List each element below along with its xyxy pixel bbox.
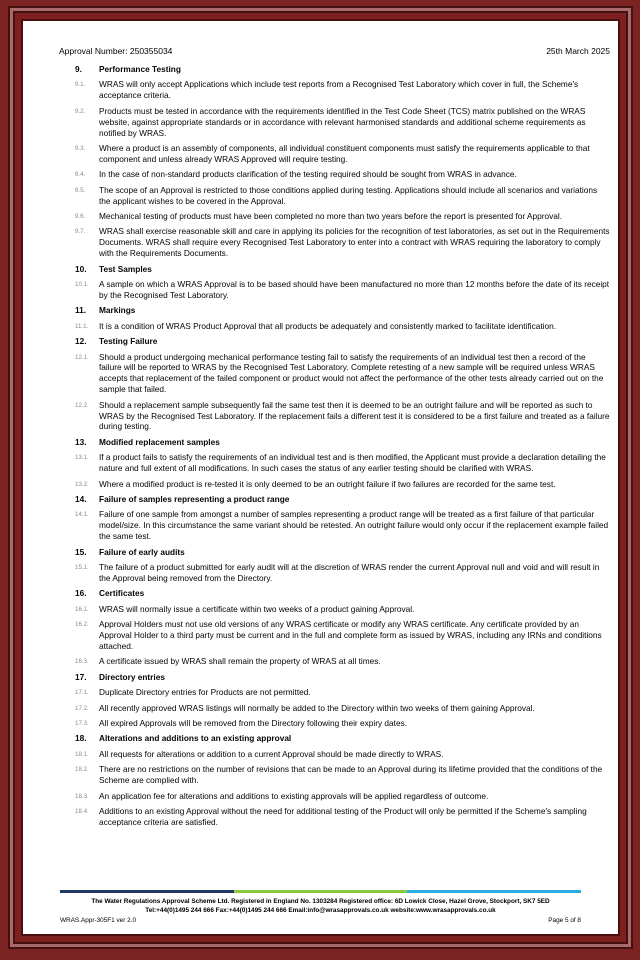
section-number: 13. bbox=[75, 436, 87, 447]
clause-text: If a product fails to satisfy the requirements of an individual test and is then modified, the Applicant must provide a declaration detailing the nature and full extent of all modifications. In such cases the status of any earlier testing should be clarified with WRAS. bbox=[99, 452, 606, 474]
clause-text: WRAS shall exercise reasonable skill and care in applying its policies for the recognition of test laboratories, as set out in the Requirements Documents. WRAS shall require every Recognised Test Laboratory to enter into a contract with WRAS requiring the laboratory to comply with the Requirements Documents. bbox=[99, 226, 610, 259]
clause-number: 16.2. bbox=[75, 621, 89, 629]
clause-number: 9.2. bbox=[75, 107, 86, 115]
section-title: Alterations and additions to an existing approval bbox=[99, 733, 292, 744]
page-header bbox=[59, 46, 610, 56]
section-number: 12. bbox=[75, 336, 87, 347]
clause-number: 17.1. bbox=[75, 689, 89, 697]
clause-row bbox=[75, 185, 610, 207]
clause-row bbox=[75, 806, 610, 828]
clause-row bbox=[75, 479, 610, 490]
section-number: 11. bbox=[75, 305, 87, 316]
clause-text: All recently approved WRAS listings will normally be added to the Directory within two weeks of them gaining Approval. bbox=[99, 702, 535, 713]
section-title: Test Samples bbox=[99, 263, 152, 274]
clause-number: 10.1. bbox=[75, 281, 89, 288]
clause-number: 9.4. bbox=[75, 171, 86, 179]
section-heading bbox=[75, 264, 610, 275]
clause-text: Failure of one sample from amongst a number of samples representing a product range will be treated as a first failure of that particular model/size. In this circumstance the same variant should be retested. An outright failure would only occur if the replacement example failed the same test. bbox=[99, 509, 609, 542]
section-title: Performance Testing bbox=[99, 64, 181, 74]
clause-row bbox=[75, 400, 610, 433]
clause-row bbox=[75, 687, 610, 698]
clause-number: 9.3. bbox=[75, 144, 86, 152]
clause-text: Should a replacement sample subsequently fail the same test then it is deemed to be an outright failure and will be reported as such to WRAS by the Recognised Test Laboratory. If the replacement fails a different test it is considered to be a first failure and treated as a failure during testing. bbox=[99, 399, 610, 432]
footer-meta-row bbox=[60, 917, 581, 926]
section-title: Testing Failure bbox=[99, 336, 158, 347]
section-title: Markings bbox=[99, 305, 136, 316]
section-heading bbox=[75, 305, 610, 316]
clause-text: Should a product undergoing mechanical performance testing fail to satisfy the requirements of an individual test then a record of the failure will be reported to WRAS by the Recognised Test Laboratory. Complete retesting of a new sample will be required unless WRAS accepts that replacement of the failed component or product would not affect the performance of the other tests already carried out on the sample that failed. bbox=[99, 351, 604, 395]
document-body bbox=[59, 64, 610, 828]
section-heading bbox=[75, 494, 610, 505]
clause-text: Mechanical testing of products must have been completed no more than two years before the report is presented for Approval. bbox=[99, 210, 563, 221]
clause-number: 15.1. bbox=[75, 564, 89, 572]
clause-number: 16.1. bbox=[75, 605, 89, 613]
document-date: 25th March 2025 bbox=[546, 46, 610, 56]
clause-text: A sample on which a WRAS Approval is to be based should have been manufactured no more than 12 months before the date of its receipt by the Recognised Test Laboratory. bbox=[99, 279, 610, 300]
section-number: 10. bbox=[75, 263, 87, 274]
clause-row bbox=[75, 604, 610, 615]
clause-number: 18.2. bbox=[75, 766, 89, 774]
clause-text: In the case of non-standard products clarification of the testing required should be sought from WRAS in advance. bbox=[99, 169, 517, 180]
section-title: Modified replacement samples bbox=[99, 436, 220, 447]
clause-number: 14.1. bbox=[75, 511, 89, 519]
clause-number: 9.7. bbox=[75, 228, 86, 236]
section-heading bbox=[75, 437, 610, 448]
footer-contact-line: Tel:+44(0)1495 244 666 Fax:+44(0)1495 244 666 Email:info@wrasapprovals.co.uk website:www.wrasapprovals.co.uk bbox=[145, 907, 496, 914]
footer-company-line: The Water Regulations Approval Scheme Ltd. Registered in England No. 1303284 Registered office: 6D Lowick Close, Hazel Grove, Stockport, SK7 5ED bbox=[91, 897, 550, 905]
clause-row bbox=[75, 211, 610, 222]
section-title: Directory entries bbox=[99, 671, 165, 682]
section-heading bbox=[75, 336, 610, 347]
clause-number: 18.1. bbox=[75, 750, 89, 758]
clause-text: Additions to an existing Approval without the need for additional testing of the Product will only be permitted if the Scheme's sampling acceptance criteria are satisfied. bbox=[99, 805, 587, 827]
section-number: 16. bbox=[75, 588, 87, 599]
clause-row bbox=[75, 143, 610, 165]
clause-row bbox=[75, 619, 610, 652]
clause-number: 18.4. bbox=[75, 807, 89, 815]
page-number: Page 5 of 8 bbox=[548, 916, 581, 924]
clause-text: The failure of a product submitted for early audit will at the discretion of WRAS render the current Approval null and void and will result in the Approval being removed from the Directory. bbox=[99, 562, 600, 583]
clause-row bbox=[75, 656, 610, 667]
clause-row bbox=[75, 79, 610, 101]
footer-bar-blue-segment bbox=[407, 890, 581, 893]
clause-text: WRAS will only accept Applications which include test reports from a Recognised Test Laboratory which cover in full, the Scheme's acceptance criteria. bbox=[99, 79, 579, 101]
footer-bar-navy-segment bbox=[60, 890, 234, 893]
section-heading bbox=[75, 733, 610, 744]
clause-row bbox=[75, 749, 610, 760]
clause-row bbox=[75, 452, 610, 474]
footer-bar-green-segment bbox=[234, 890, 408, 893]
section-heading bbox=[75, 672, 610, 683]
section-heading bbox=[75, 588, 610, 599]
clause-text: A certificate issued by WRAS shall remain the property of WRAS at all times. bbox=[99, 656, 381, 667]
clause-row bbox=[75, 279, 610, 301]
clause-number: 18.3. bbox=[75, 792, 89, 800]
clause-row bbox=[75, 509, 610, 542]
section-number: 18. bbox=[75, 733, 87, 744]
clause-row bbox=[75, 321, 610, 332]
section-number: 17. bbox=[75, 671, 87, 682]
section-title: Failure of early audits bbox=[99, 546, 185, 557]
document-reference: WRAS.Appr-305F1 ver 2.0 bbox=[60, 916, 137, 924]
section-title: Certificates bbox=[99, 588, 145, 599]
clause-text: Products must be tested in accordance with the requirements identified in the Test Code Sheet (TCS) matrix published on the WRAS website, against appropriate standards or in accordance with relevant harmonised standards and additional scheme requirements as notified by WRAS. bbox=[99, 105, 586, 138]
clause-number: 17.2. bbox=[75, 704, 89, 712]
clause-text: An application fee for alterations and additions to existing approvals will be applied regardless of outcome. bbox=[99, 790, 489, 801]
clause-row bbox=[75, 791, 610, 802]
clause-row bbox=[75, 106, 610, 139]
clause-number: 13.2. bbox=[75, 480, 89, 488]
clause-text: Where a product is an assembly of components, all individual constituent components must satisfy the requirements applicable to that component and unless already WRAS Approved will require testing. bbox=[99, 142, 590, 164]
clause-row bbox=[75, 352, 610, 396]
approval-number: Approval Number: 250355034 bbox=[59, 46, 173, 56]
clause-row bbox=[75, 169, 610, 180]
clause-text: The scope of an Approval is restricted to those conditions applied during testing. Applications should include all scenarios and variations the applicant wishes to be covered in the Approval. bbox=[99, 184, 598, 206]
section-title: Failure of samples representing a product range bbox=[99, 494, 290, 504]
clause-number: 12.1. bbox=[75, 353, 89, 361]
clause-number: 9.6. bbox=[75, 212, 86, 220]
clause-text: WRAS will normally issue a certificate within two weeks of a product gaining Approval. bbox=[99, 603, 415, 614]
clause-number: 11.1. bbox=[75, 322, 89, 330]
clause-text: There are no restrictions on the number of revisions that can be made to an Approval during its lifetime provided that the conditions of the Scheme are complied with. bbox=[99, 764, 603, 786]
clause-text: All requests for alterations or addition to a current Approval should be made directly to WRAS. bbox=[99, 748, 444, 759]
section-number: 9. bbox=[75, 64, 82, 74]
clause-text: Duplicate Directory entries for Products are not permitted. bbox=[99, 687, 311, 698]
clause-row bbox=[75, 703, 610, 714]
clause-row bbox=[75, 562, 610, 584]
clause-number: 16.3. bbox=[75, 658, 89, 666]
section-number: 14. bbox=[75, 494, 87, 504]
section-number: 15. bbox=[75, 546, 87, 557]
clause-number: 9.1. bbox=[75, 81, 86, 89]
clause-row bbox=[75, 226, 610, 259]
clause-text: Approval Holders must not use old versions of any WRAS certificate or modify any WRAS certificate. Any certificate provided by an Approval Holder to a third party must be current and in the full and complete form as issued by WRAS, including any IRNs and conditions attached. bbox=[99, 619, 602, 651]
clause-text: All expired Approvals will be removed from the Directory following their expiry dates. bbox=[99, 718, 408, 728]
page-footer bbox=[60, 890, 581, 926]
footer-color-bar bbox=[60, 890, 581, 893]
section-heading bbox=[75, 547, 610, 558]
clause-number: 12.2. bbox=[75, 401, 89, 409]
clause-text: Where a modified product is re-tested it is only deemed to be an outright failure if two failures are recorded for the same test. bbox=[99, 478, 556, 489]
clause-number: 9.5. bbox=[75, 186, 86, 194]
document-page bbox=[23, 21, 618, 934]
clause-text: It is a condition of WRAS Product Approval that all products be adequately and consistently marked to facilitate identification. bbox=[99, 320, 557, 331]
section-heading bbox=[75, 64, 610, 75]
clause-number: 17.3. bbox=[75, 720, 89, 727]
clause-number: 13.1. bbox=[75, 454, 89, 462]
clause-row bbox=[75, 718, 610, 729]
clause-row bbox=[75, 764, 610, 786]
